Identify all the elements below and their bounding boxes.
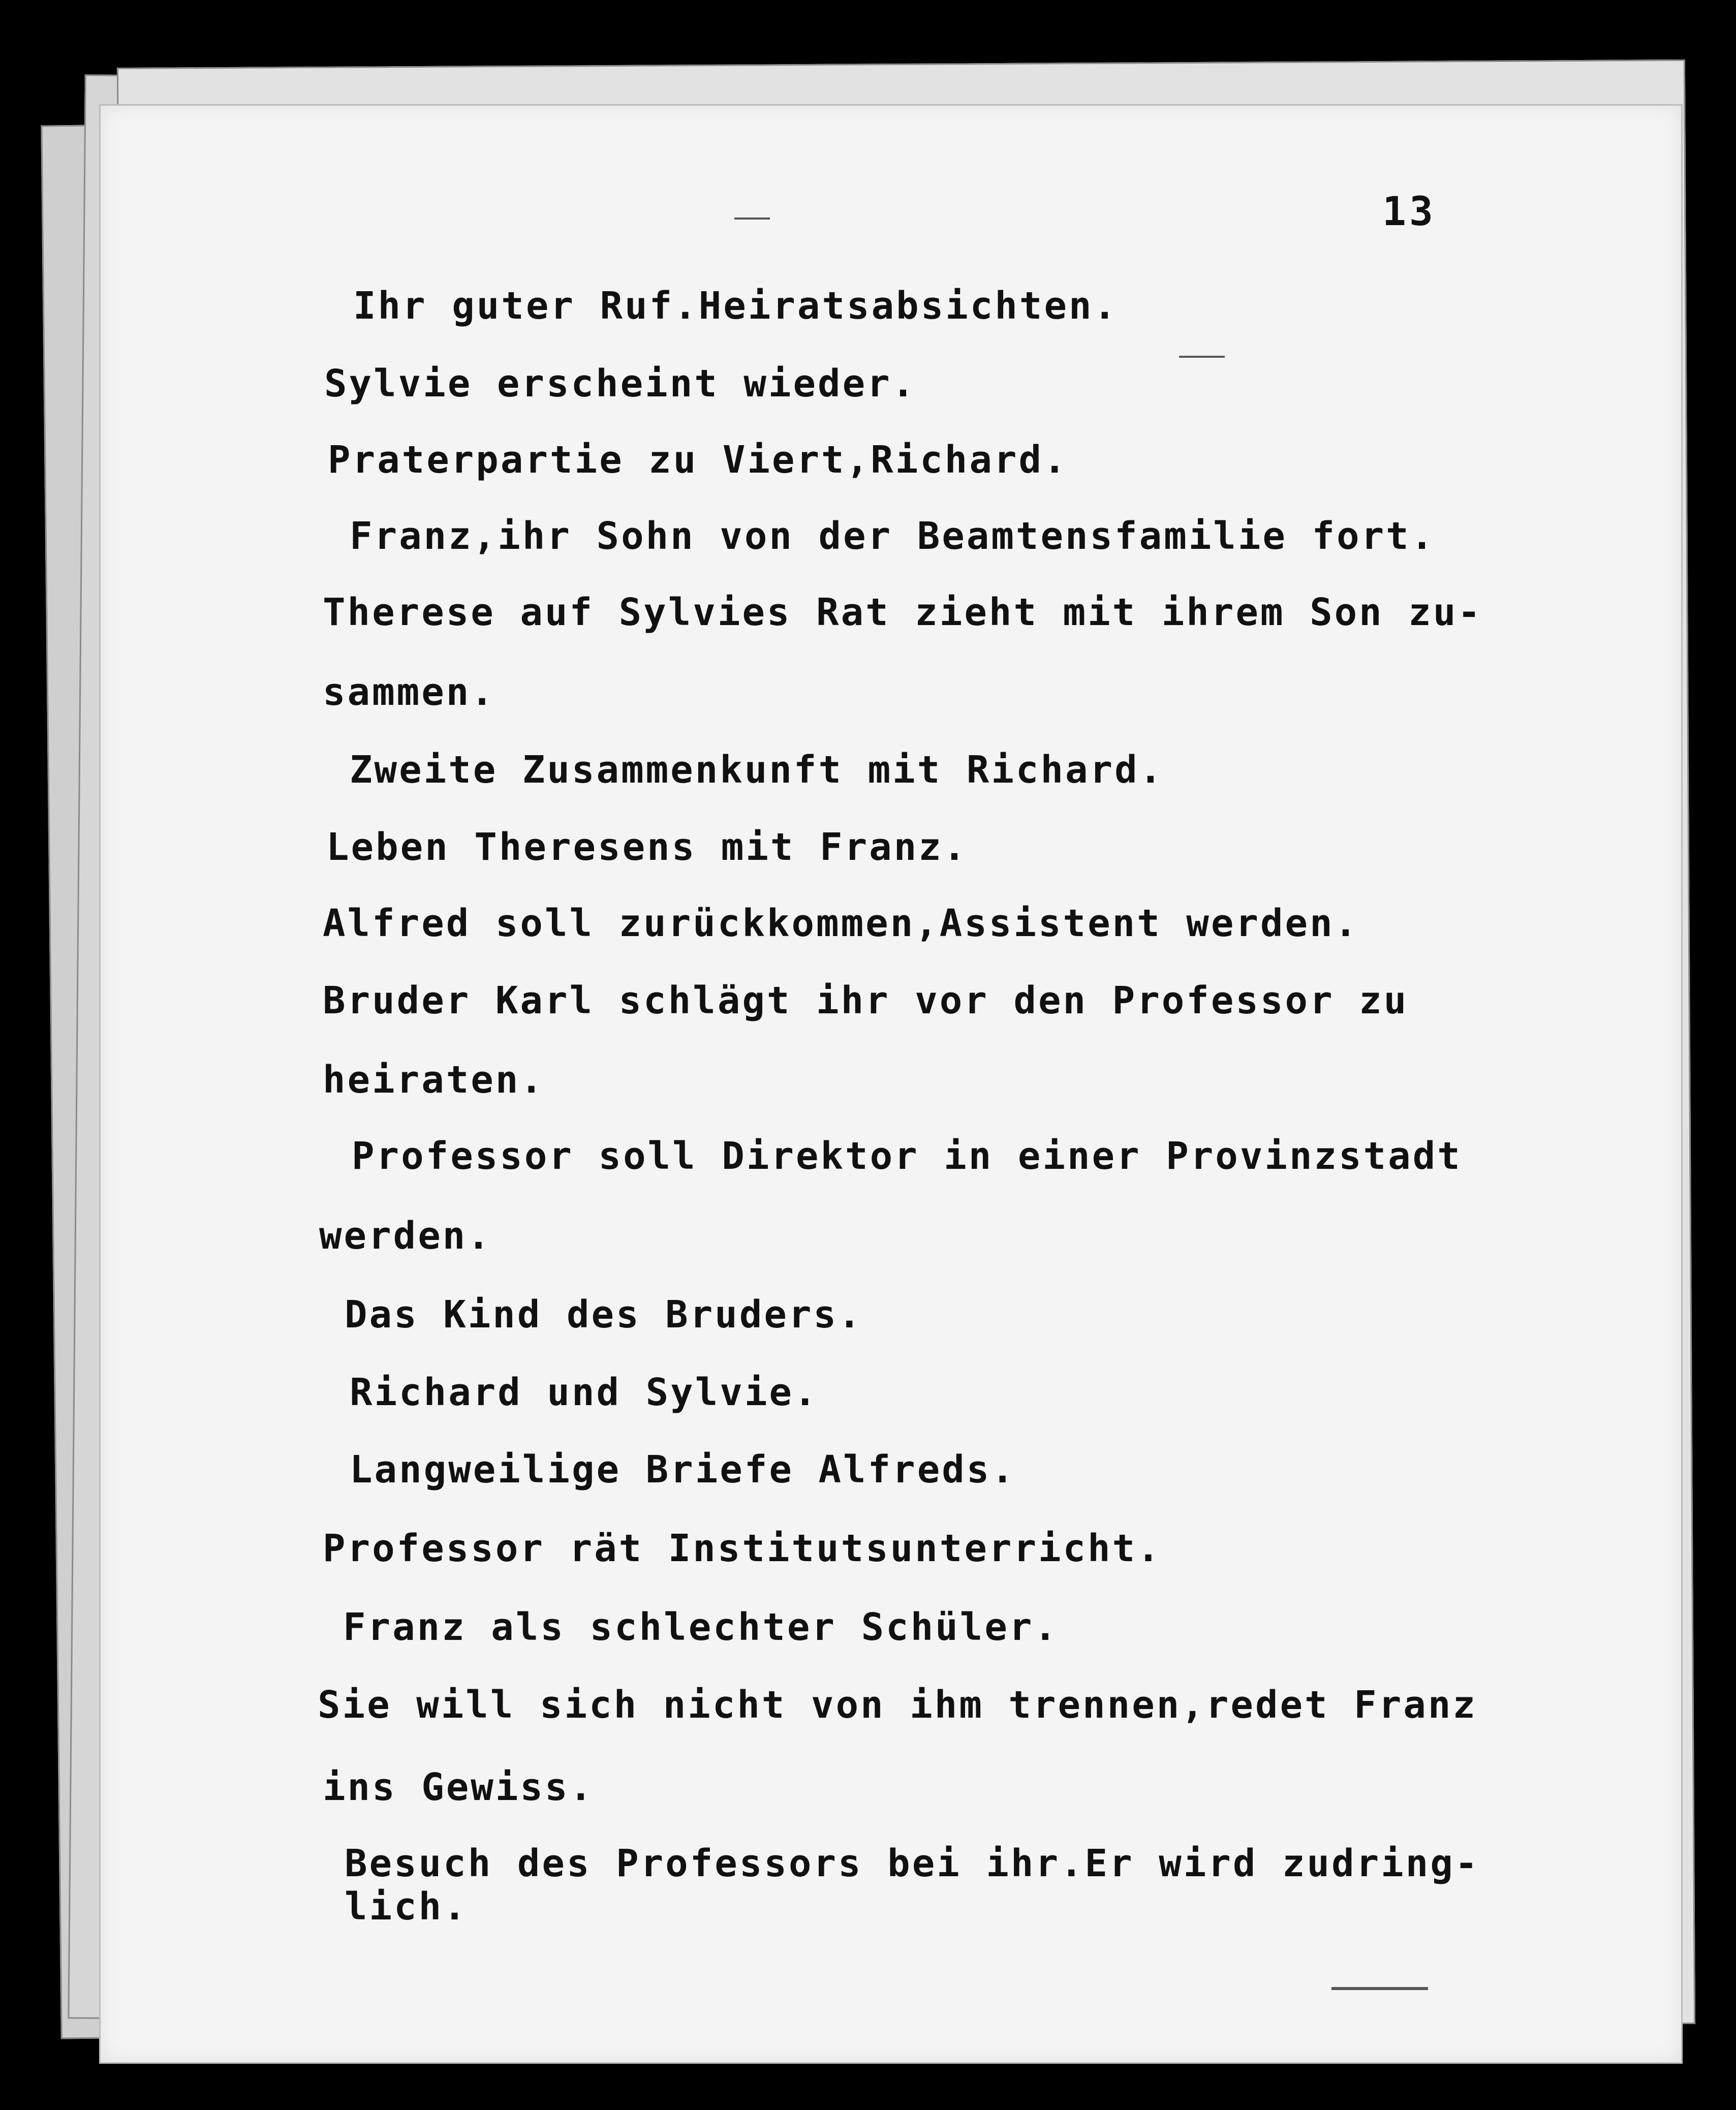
page-number: 13: [1382, 189, 1436, 235]
text-line: ins Gewiss.: [323, 1765, 595, 1809]
text-line: Alfred soll zurückkommen,Assistent werden.: [323, 902, 1359, 945]
text-line: Bruder Karl schlägt ihr vor den Professor zu: [323, 979, 1409, 1022]
text-line: Franz als schlechter Schüler.: [343, 1605, 1059, 1649]
text-line: Professor soll Direktor in einer Provinzstadt: [352, 1134, 1462, 1178]
text-line: lich.: [345, 1885, 468, 1929]
text-line: Therese auf Sylvies Rat zieht mit ihrem Son zu-: [323, 591, 1482, 634]
text-line: Besuch des Professors bei ihr.Er wird zudring-: [345, 1842, 1480, 1885]
text-line: Das Kind des Bruders.: [345, 1293, 863, 1337]
text-line: Professor rät Institutsunterricht.: [323, 1527, 1162, 1570]
text-line: sammen.: [323, 670, 495, 714]
text-line: Langweilige Briefe Alfreds.: [350, 1448, 1016, 1492]
text-line: Ihr guter Ruf.Heiratsabsichten.: [353, 284, 1119, 328]
text-line: Sylvie erscheint wieder.: [324, 362, 917, 406]
text-line: Zweite Zusammenkunft mit Richard.: [350, 748, 1164, 792]
text-line: Franz,ihr Sohn von der Beamtensfamilie fort.: [350, 514, 1436, 558]
text-line: werden.: [319, 1214, 492, 1258]
stray-mark: [1179, 356, 1225, 358]
stray-mark: [734, 218, 770, 220]
text-line: Sie will sich nicht von ihm trennen,redet Franz: [318, 1683, 1477, 1727]
text-line: Richard und Sylvie.: [350, 1371, 819, 1414]
stray-mark: [1331, 1987, 1428, 1990]
text-line: heiraten.: [323, 1058, 545, 1102]
text-line: Leben Theresens mit Franz.: [326, 825, 968, 869]
text-line: Praterpartie zu Viert,Richard.: [328, 438, 1068, 482]
